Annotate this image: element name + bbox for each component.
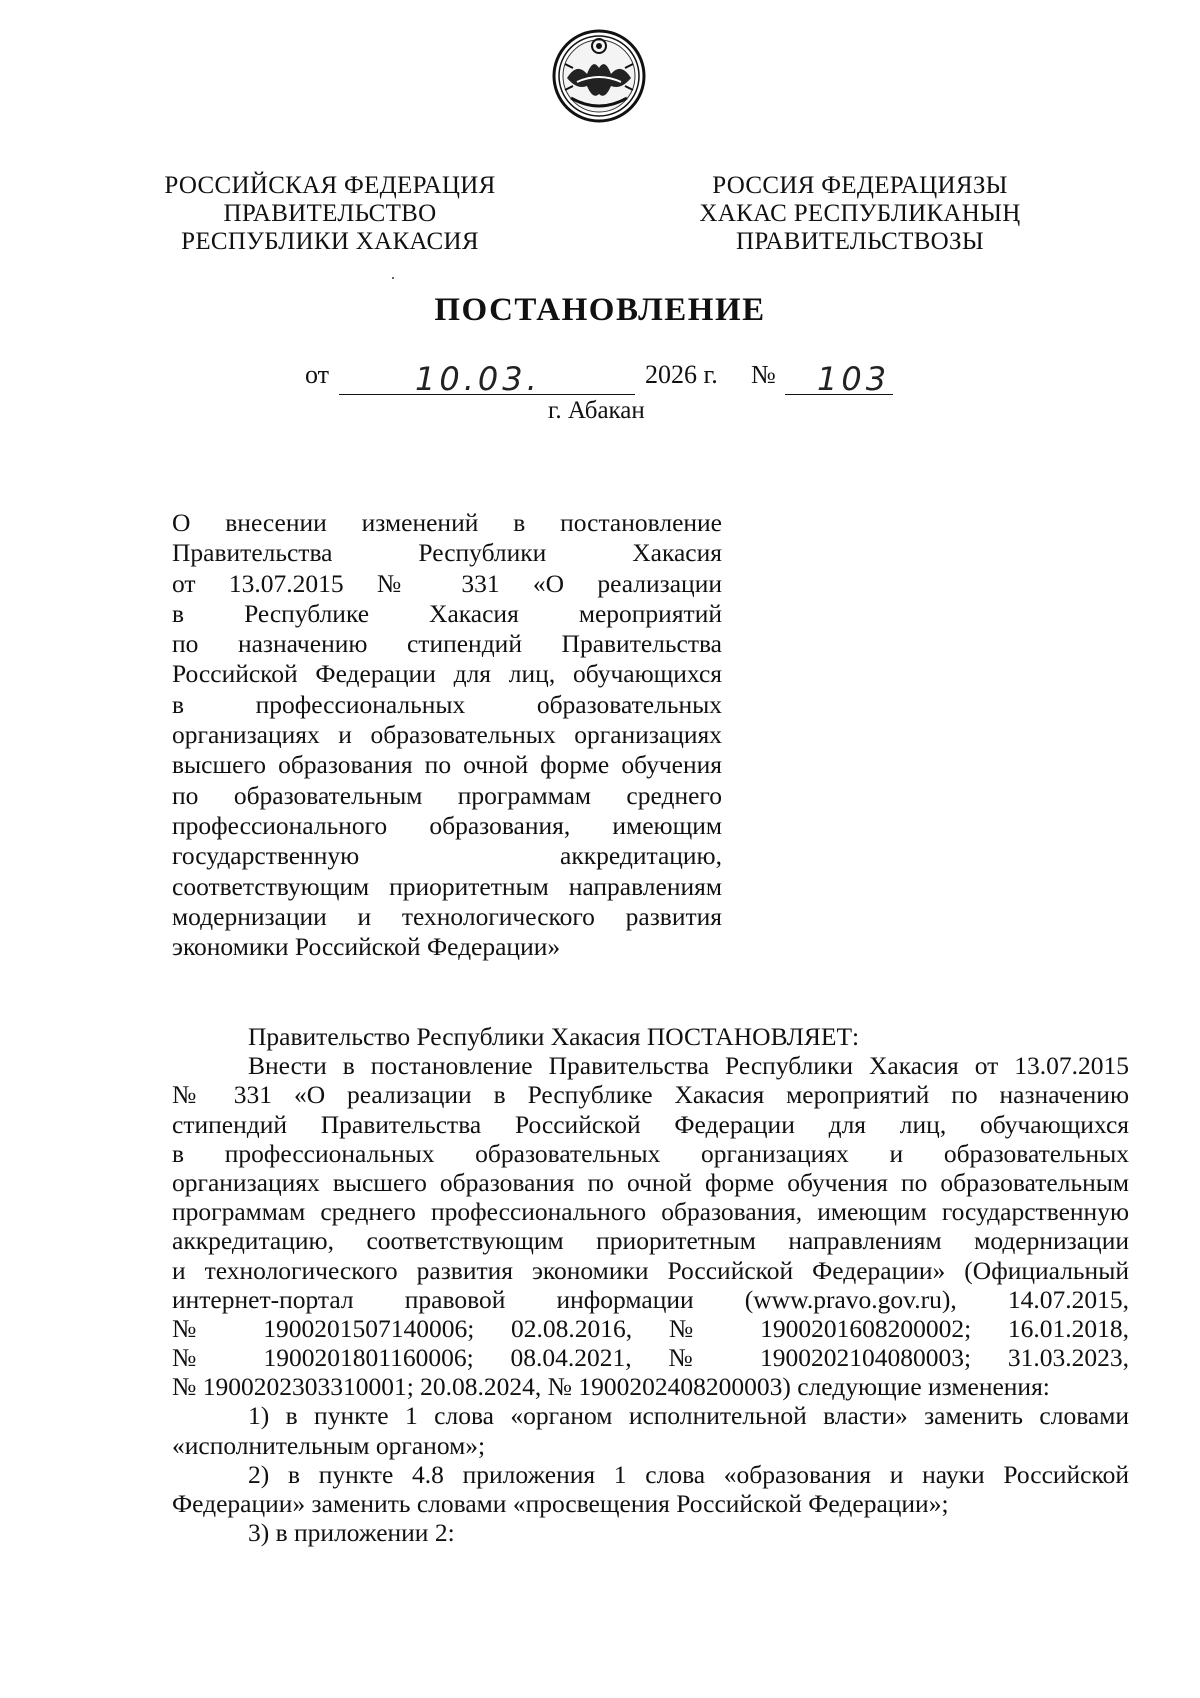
body-line: в профессиональных образовательных организациях и образовательных	[172, 1138, 1129, 1168]
subject-line: Российской Федерации для лиц, обучающихся	[172, 659, 722, 689]
subject-line: от 13.07.2015 № 331 «О реализации	[172, 568, 722, 598]
body-line: организациях высшего образования по очной форме обучения по образовательным	[172, 1167, 1129, 1197]
item-2-line: Федерации» заменить словами «просвещения Российской Федерации»;	[172, 1489, 949, 1518]
subject-block	[172, 508, 722, 962]
subject-line: профессионального образования, имеющим	[172, 810, 722, 840]
body-line: Внести в постановление Правительства Республики Хакасия от 13.07.2015	[248, 1051, 1129, 1081]
scan-speck	[392, 277, 394, 279]
header-left	[150, 172, 510, 256]
body-line: и технологического развития экономики Российской Федерации» (Официальный	[172, 1255, 1129, 1285]
decree-line: Правительство Республики Хакасия ПОСТАНОВЛЯЕТ:	[248, 1022, 860, 1051]
body-line: стипендий Правительства Российской Федерации для лиц, обучающихся	[172, 1109, 1129, 1139]
header-right-line: ХАКАС РЕСПУБЛИКАНЫҢ	[699, 200, 1021, 227]
handwritten-date: 10.03.	[415, 360, 541, 398]
date-number-line	[305, 360, 1005, 400]
document-title: ПОСТАНОВЛЕНИЕ	[434, 292, 766, 328]
item-3-line: 3) в приложении 2:	[248, 1518, 455, 1548]
subject-line: в профессиональных образовательных	[172, 689, 722, 719]
subject-line: О внесении изменений в постановление	[172, 508, 722, 537]
subject-line: по назначению стипендий Правительства	[172, 629, 722, 659]
header-left-line: РЕСПУБЛИКИ ХАКАСИЯ	[181, 228, 479, 255]
subject-line: в Республике Хакасия мероприятий	[172, 598, 722, 628]
header-right-line: ПРАВИТЕЛЬСТВОЗЫ	[736, 228, 984, 255]
subject-line: Правительства Республики Хакасия	[172, 538, 722, 568]
handwritten-number: 103	[817, 360, 891, 398]
date-prefix: от	[305, 360, 330, 389]
year-label: 2026 г.	[645, 360, 718, 389]
subject-line: соответствующим приоритетным направлениям	[172, 871, 722, 901]
body-line: аккредитацию, соответствующим приоритетным направлениям модернизации	[172, 1226, 1129, 1256]
subject-line: организациях и образовательных организациях	[172, 720, 722, 750]
subject-line: модернизации и технологического развития	[172, 901, 722, 931]
body-line: № 1900201507140006; 02.08.2016, № 1900201608200002; 16.01.2018,	[172, 1313, 1129, 1343]
body-line: № 1900201801160006; 08.04.2021, № 1900202104080003; 31.03.2023,	[172, 1343, 1129, 1373]
item-1-line: 1) в пункте 1 слова «органом исполнительной власти» заменить словами	[248, 1401, 1129, 1431]
body-line: программам среднего профессионального образования, имеющим государственную	[172, 1197, 1129, 1227]
header-right-line: РОССИЯ ФЕДЕРАЦИЯЗЫ	[712, 172, 1008, 199]
body-line: интернет-портал правовой информации (www.pravo.gov.ru), 14.07.2015,	[172, 1284, 1129, 1314]
city-label: г. Абакан	[548, 397, 645, 424]
header-right	[680, 172, 1040, 256]
coat-of-arms-emblem	[551, 28, 647, 124]
item-2-line: 2) в пункте 4.8 приложения 1 слова «образования и науки Российской	[248, 1459, 1129, 1489]
header-left-line: ПРАВИТЕЛЬСТВО	[223, 200, 437, 227]
number-sign: №	[751, 360, 776, 389]
document-body	[172, 1022, 1129, 1547]
item-1-line: «исполнительным органом»;	[172, 1430, 486, 1460]
header-left-line: РОССИЙСКАЯ ФЕДЕРАЦИЯ	[164, 172, 496, 199]
subject-line: государственную аккредитацию,	[172, 841, 722, 871]
subject-line: экономики Российской Федерации»	[172, 932, 561, 962]
subject-line: высшего образования по очной форме обучения	[172, 750, 722, 780]
body-line: № 1900202303310001; 20.08.2024, № 1900202408200003) следующие изменения:	[172, 1372, 1050, 1402]
subject-line: по образовательным программам среднего	[172, 780, 722, 810]
body-line: № 331 «О реализации в Республике Хакасия мероприятий по назначению	[172, 1080, 1129, 1110]
